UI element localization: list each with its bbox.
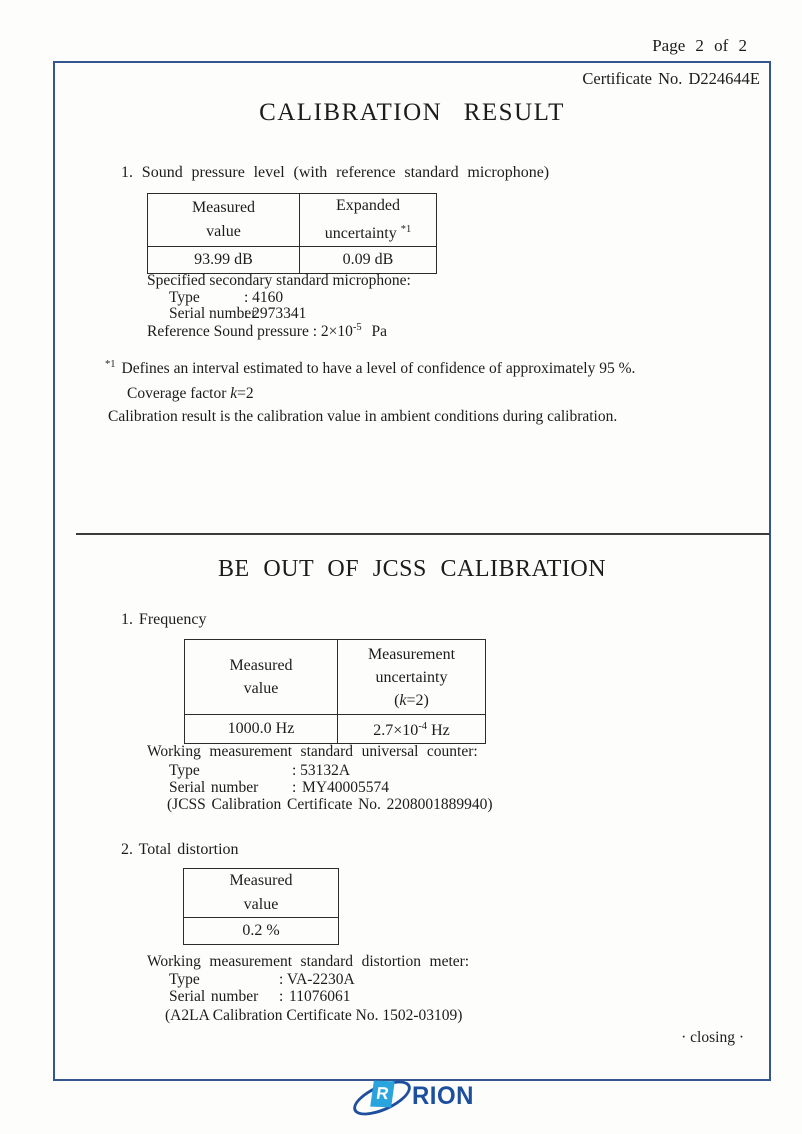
measured-value-header: Measured value — [184, 869, 339, 918]
measured-value-header: Measured value — [185, 640, 338, 715]
type-value: : 4160 — [244, 289, 284, 306]
meter-intro: Working measurement standard distortion meter: — [147, 953, 470, 970]
counter-type-line — [169, 762, 350, 780]
section-heading-sound-pressure: 1. Sound pressure level (with reference standard microphone) — [121, 164, 550, 181]
frequency-table — [184, 639, 486, 744]
type-value: : 53132A — [292, 762, 351, 779]
jcss-section-title: BE OUT OF JCSS CALIBRATION — [217, 556, 607, 582]
uncertainty-value-cell: $2.7\times 10^{-4}$ Hz — [338, 715, 486, 744]
coverage-factor-line: Coverage factor k=2 — [127, 385, 254, 402]
microphone-serial-line — [169, 305, 306, 323]
closing-text: · closing · — [681, 1029, 744, 1046]
logo-flag-icon: R — [370, 1081, 395, 1108]
ref-pressure-value: $2\times 10^{-5}$ — [320, 322, 362, 340]
serial-value: : 2973341 — [244, 305, 307, 322]
section-heading-frequency: 1. Frequency — [121, 611, 207, 628]
measured-value-header: Measured value — [148, 194, 300, 247]
footnote-line: $^{*1}$ Defines an interval estimated to have a level of confidence of approximately 95 %. — [105, 359, 636, 377]
certificate-frame — [53, 61, 771, 1081]
table-header-row — [185, 640, 486, 715]
rion-logo-mark — [350, 1079, 416, 1115]
distortion-table — [183, 868, 339, 945]
type-label: Type — [169, 762, 200, 779]
serial-value: : 11076061 — [279, 988, 351, 1005]
type-value: : VA-2230A — [279, 971, 355, 988]
table-value-row — [184, 918, 339, 945]
measured-value-cell: 1000.0 Hz — [185, 715, 338, 744]
counter-serial-line — [169, 779, 389, 797]
ambient-conditions-note: Calibration result is the calibration value in ambient conditions during calibration. — [108, 408, 618, 425]
rion-logo — [350, 1079, 480, 1121]
serial-label: Serial number — [169, 988, 259, 1005]
footnote-ref: *1 — [400, 224, 412, 235]
meter-serial-line — [169, 988, 350, 1006]
certificate-number: Certificate No. D224644E — [582, 69, 760, 88]
measured-value-cell: 0.2 % — [184, 918, 339, 945]
serial-value: : MY40005574 — [292, 779, 390, 796]
ref-pressure-unit: Pa — [371, 323, 388, 340]
page-number: Page 2 of 2 — [652, 36, 747, 55]
section-divider — [76, 533, 770, 535]
footnote-marker: *1 — [105, 359, 116, 370]
measurement-uncertainty-header: Measurement uncertainty (k=2) — [338, 640, 486, 715]
rion-logo-text: RION — [412, 1082, 474, 1110]
expanded-uncertainty-header: Expanded uncertainty $^{*1}$ — [300, 194, 437, 247]
table-value-row — [185, 715, 486, 744]
uncertainty-value-cell: 0.09 dB — [300, 247, 437, 274]
serial-label: Serial number — [169, 779, 259, 796]
a2la-certificate-note: (A2LA Calibration Certificate No. 1502-03109) — [165, 1007, 463, 1024]
table-value-row — [148, 247, 437, 274]
reference-sound-pressure-line: Reference Sound pressure : $2\times 10^{-5}$ Pa — [147, 322, 388, 340]
table-header-row — [148, 194, 437, 247]
document-title: CALIBRATION RESULT — [259, 99, 565, 126]
sound-pressure-table — [147, 193, 437, 274]
jcss-certificate-note: (JCSS Calibration Certificate No. 2208001889940) — [167, 796, 493, 813]
meter-type-line — [169, 971, 355, 989]
counter-intro: Working measurement standard universal counter: — [147, 743, 478, 760]
type-label: Type — [169, 971, 200, 988]
k-symbol: k — [230, 385, 238, 402]
section-heading-distortion: 2. Total distortion — [121, 841, 239, 858]
k-equals-2: (k=2) — [394, 691, 429, 709]
microphone-intro: Specified secondary standard microphone: — [147, 272, 411, 289]
measured-value-cell: 93.99 dB — [148, 247, 300, 274]
type-label: Type — [169, 289, 200, 306]
serial-label: Serial number — [169, 305, 257, 322]
table-header-row — [184, 869, 339, 918]
